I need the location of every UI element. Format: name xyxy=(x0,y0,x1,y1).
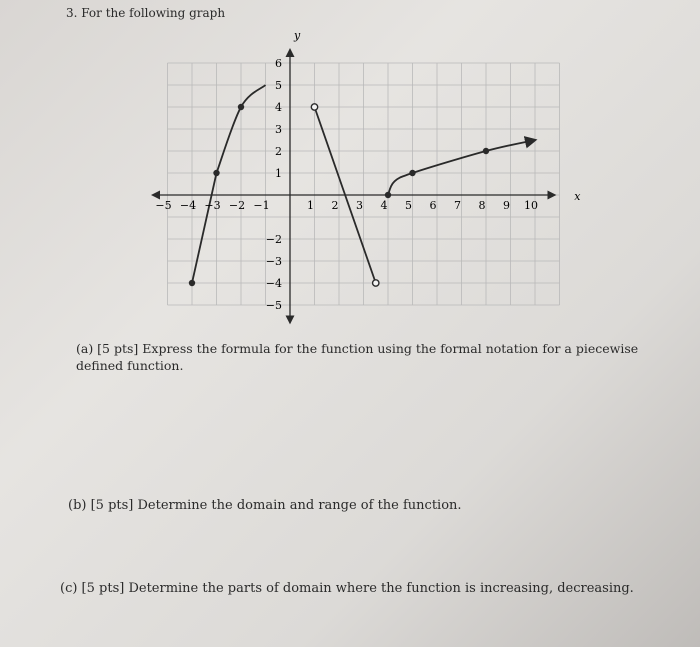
graph-grid xyxy=(168,63,560,305)
y-tick-label: −5 xyxy=(265,299,282,312)
open-point xyxy=(311,104,317,110)
x-tick-label: 8 xyxy=(478,199,486,212)
y-tick-label: −3 xyxy=(265,255,282,268)
open-point xyxy=(373,280,379,286)
y-tick-label: 2 xyxy=(275,145,282,158)
x-tick-label: 1 xyxy=(307,199,314,212)
x-tick-label: 3 xyxy=(356,199,363,212)
x-tick-label: −5 xyxy=(155,199,172,212)
x-tick-label: 5 xyxy=(405,199,412,212)
y-tick-label: 6 xyxy=(275,57,282,70)
graph-segment-1 xyxy=(192,173,217,283)
x-tick-label: 10 xyxy=(524,199,538,212)
y-tick-label: 4 xyxy=(275,101,282,114)
x-tick-label: 4 xyxy=(380,199,388,212)
part-c-prompt: (c) [5 pts] Determine the parts of domain where the function is increasing, decreasing. xyxy=(60,581,634,596)
x-tick-label: −1 xyxy=(253,199,270,212)
closed-point xyxy=(238,104,244,110)
x-tick-label: −2 xyxy=(228,199,246,212)
x-tick-label: −3 xyxy=(204,199,221,212)
closed-point xyxy=(213,170,219,176)
x-axis-label: x xyxy=(574,190,581,203)
x-tick-label: −4 xyxy=(179,199,197,212)
question-title: 3. For the following graph xyxy=(66,6,226,20)
x-tick-label: 6 xyxy=(429,199,437,212)
y-tick-label: −4 xyxy=(265,277,282,290)
x-tick-label: 7 xyxy=(454,199,461,212)
x-tick-label: 2 xyxy=(331,199,339,212)
y-tick-label: 3 xyxy=(275,123,282,136)
x-tick-label: 9 xyxy=(503,199,510,212)
part-b-prompt: (b) [5 pts] Determine the domain and range of the function. xyxy=(68,498,462,513)
closed-point xyxy=(409,170,415,176)
closed-point xyxy=(385,192,391,198)
graph-tick-labels xyxy=(155,57,538,312)
y-tick-label: −2 xyxy=(265,233,282,246)
part-a-prompt: (a) [5 pts] Express the formula for the function using the formal notation for a piecewise defined function. xyxy=(76,341,639,373)
y-tick-label: 1 xyxy=(275,167,282,180)
closed-point xyxy=(483,148,489,154)
y-tick-label: 5 xyxy=(275,79,282,92)
y-axis-label: y xyxy=(294,28,301,42)
closed-point xyxy=(189,280,195,286)
